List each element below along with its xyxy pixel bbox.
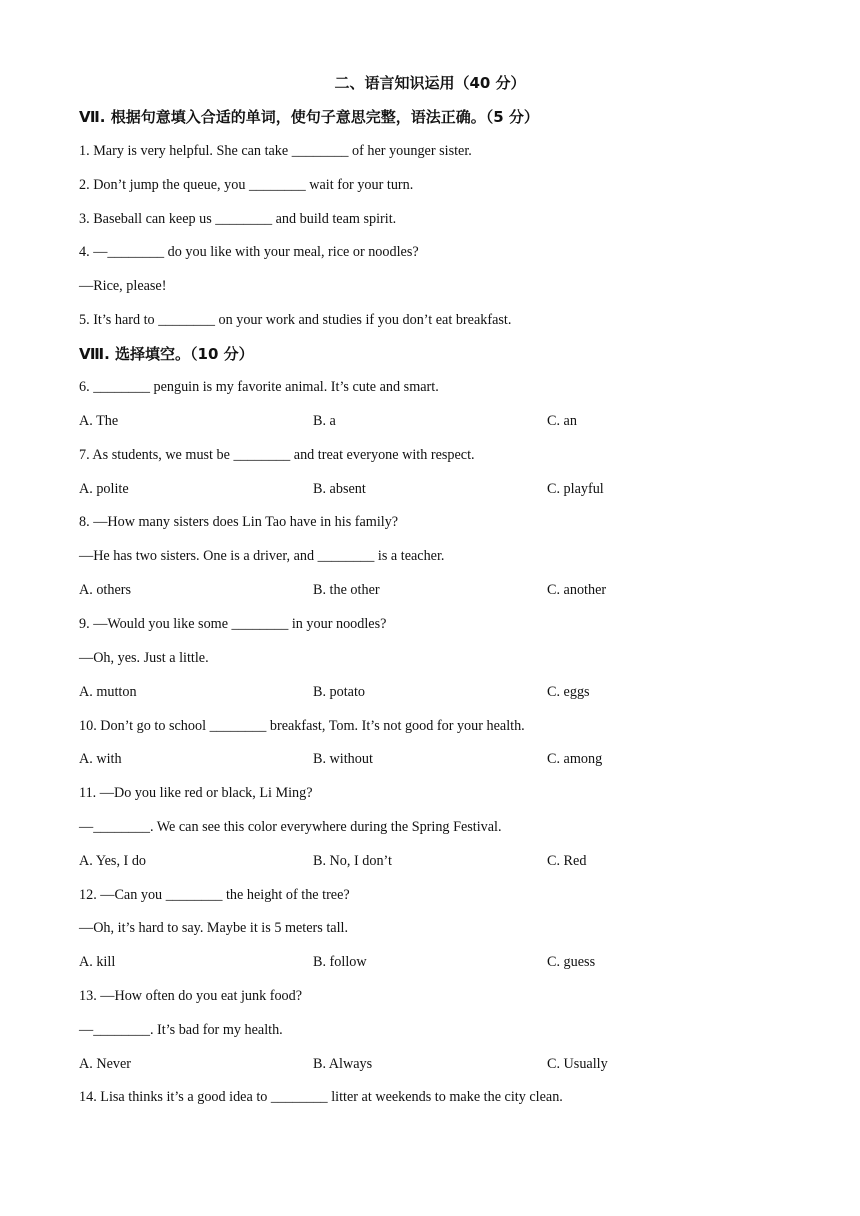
question-11-option-b: B. No, I don’t xyxy=(313,853,392,869)
question-12-option-a: A. kill xyxy=(79,954,116,970)
question-9-option-b: B. potato xyxy=(313,684,366,700)
question-14-text: 14. Lisa thinks it’s a good idea to ________ litter at weekends to make the city clean. xyxy=(79,1089,563,1105)
part-7-heading: Ⅶ. 根据句意填入合适的单词，使句子意思完整，语法正确。（5 分） xyxy=(79,108,539,126)
question-3-text: 3. Baseball can keep us ________ and build team spirit. xyxy=(79,211,397,227)
question-9-option-c: C. eggs xyxy=(547,684,590,700)
question-11-answer-line: —________. We can see this color everywhere during the Spring Festival. xyxy=(79,819,502,835)
question-13-option-b: B. Always xyxy=(313,1056,373,1072)
question-7-option-b: B. absent xyxy=(313,481,366,497)
question-10-option-a: A. with xyxy=(79,751,122,767)
question-6-option-b: B. a xyxy=(313,413,336,429)
section-title: 二、语言知识运用（40 分） xyxy=(334,74,526,92)
question-6-option-a: A. The xyxy=(79,413,119,429)
question-9-option-a: A. mutton xyxy=(79,684,137,700)
question-12-text: 12. —Can you ________ the height of the tree? xyxy=(79,887,350,903)
question-13-text: 13. —How often do you eat junk food? xyxy=(79,988,303,1004)
question-13-answer-line: —________. It’s bad for my health. xyxy=(79,1022,283,1038)
question-10-option-b: B. without xyxy=(313,751,373,767)
question-11-text: 11. —Do you like red or black, Li Ming? xyxy=(79,785,313,801)
question-5-text: 5. It’s hard to ________ on your work and studies if you don’t eat breakfast. xyxy=(79,312,512,328)
question-6-option-c: C. an xyxy=(547,413,577,429)
question-10-option-c: C. among xyxy=(547,751,603,767)
question-9-text: 9. —Would you like some ________ in your noodles? xyxy=(79,616,387,632)
question-12-answer-line: —Oh, it’s hard to say. Maybe it is 5 meters tall. xyxy=(79,920,348,936)
question-11-option-a: A. Yes, I do xyxy=(79,853,147,869)
question-6-text: 6. ________ penguin is my favorite animal. It’s cute and smart. xyxy=(79,379,439,395)
question-4-answer-line: —Rice, please! xyxy=(79,278,167,294)
question-11-option-c: C. Red xyxy=(547,853,587,869)
question-8-option-a: A. others xyxy=(79,582,132,598)
question-8-answer-line: —He has two sisters. One is a driver, and ________ is a teacher. xyxy=(79,548,445,564)
question-12-option-c: C. guess xyxy=(547,954,596,970)
question-13-option-c: C. Usually xyxy=(547,1056,608,1072)
question-8-option-b: B. the other xyxy=(313,582,380,598)
question-1-text: 1. Mary is very helpful. She can take ________ of her younger sister. xyxy=(79,143,472,159)
question-4-text: 4. —________ do you like with your meal, rice or noodles? xyxy=(79,244,419,260)
question-12-option-b: B. follow xyxy=(313,954,367,970)
part-8-heading: Ⅷ. 选择填空。（10 分） xyxy=(79,345,254,363)
question-13-option-a: A. Never xyxy=(79,1056,131,1072)
question-7-option-a: A. polite xyxy=(79,481,129,497)
question-7-option-c: C. playful xyxy=(547,481,604,497)
question-8-option-c: C. another xyxy=(547,582,607,598)
question-2-text: 2. Don’t jump the queue, you ________ wait for your turn. xyxy=(79,177,414,193)
question-8-text: 8. —How many sisters does Lin Tao have in his family? xyxy=(79,514,399,530)
question-10-text: 10. Don’t go to school ________ breakfast, Tom. It’s not good for your health. xyxy=(79,718,525,734)
question-7-text: 7. As students, we must be ________ and treat everyone with respect. xyxy=(79,447,475,463)
question-9-answer-line: —Oh, yes. Just a little. xyxy=(79,650,209,666)
